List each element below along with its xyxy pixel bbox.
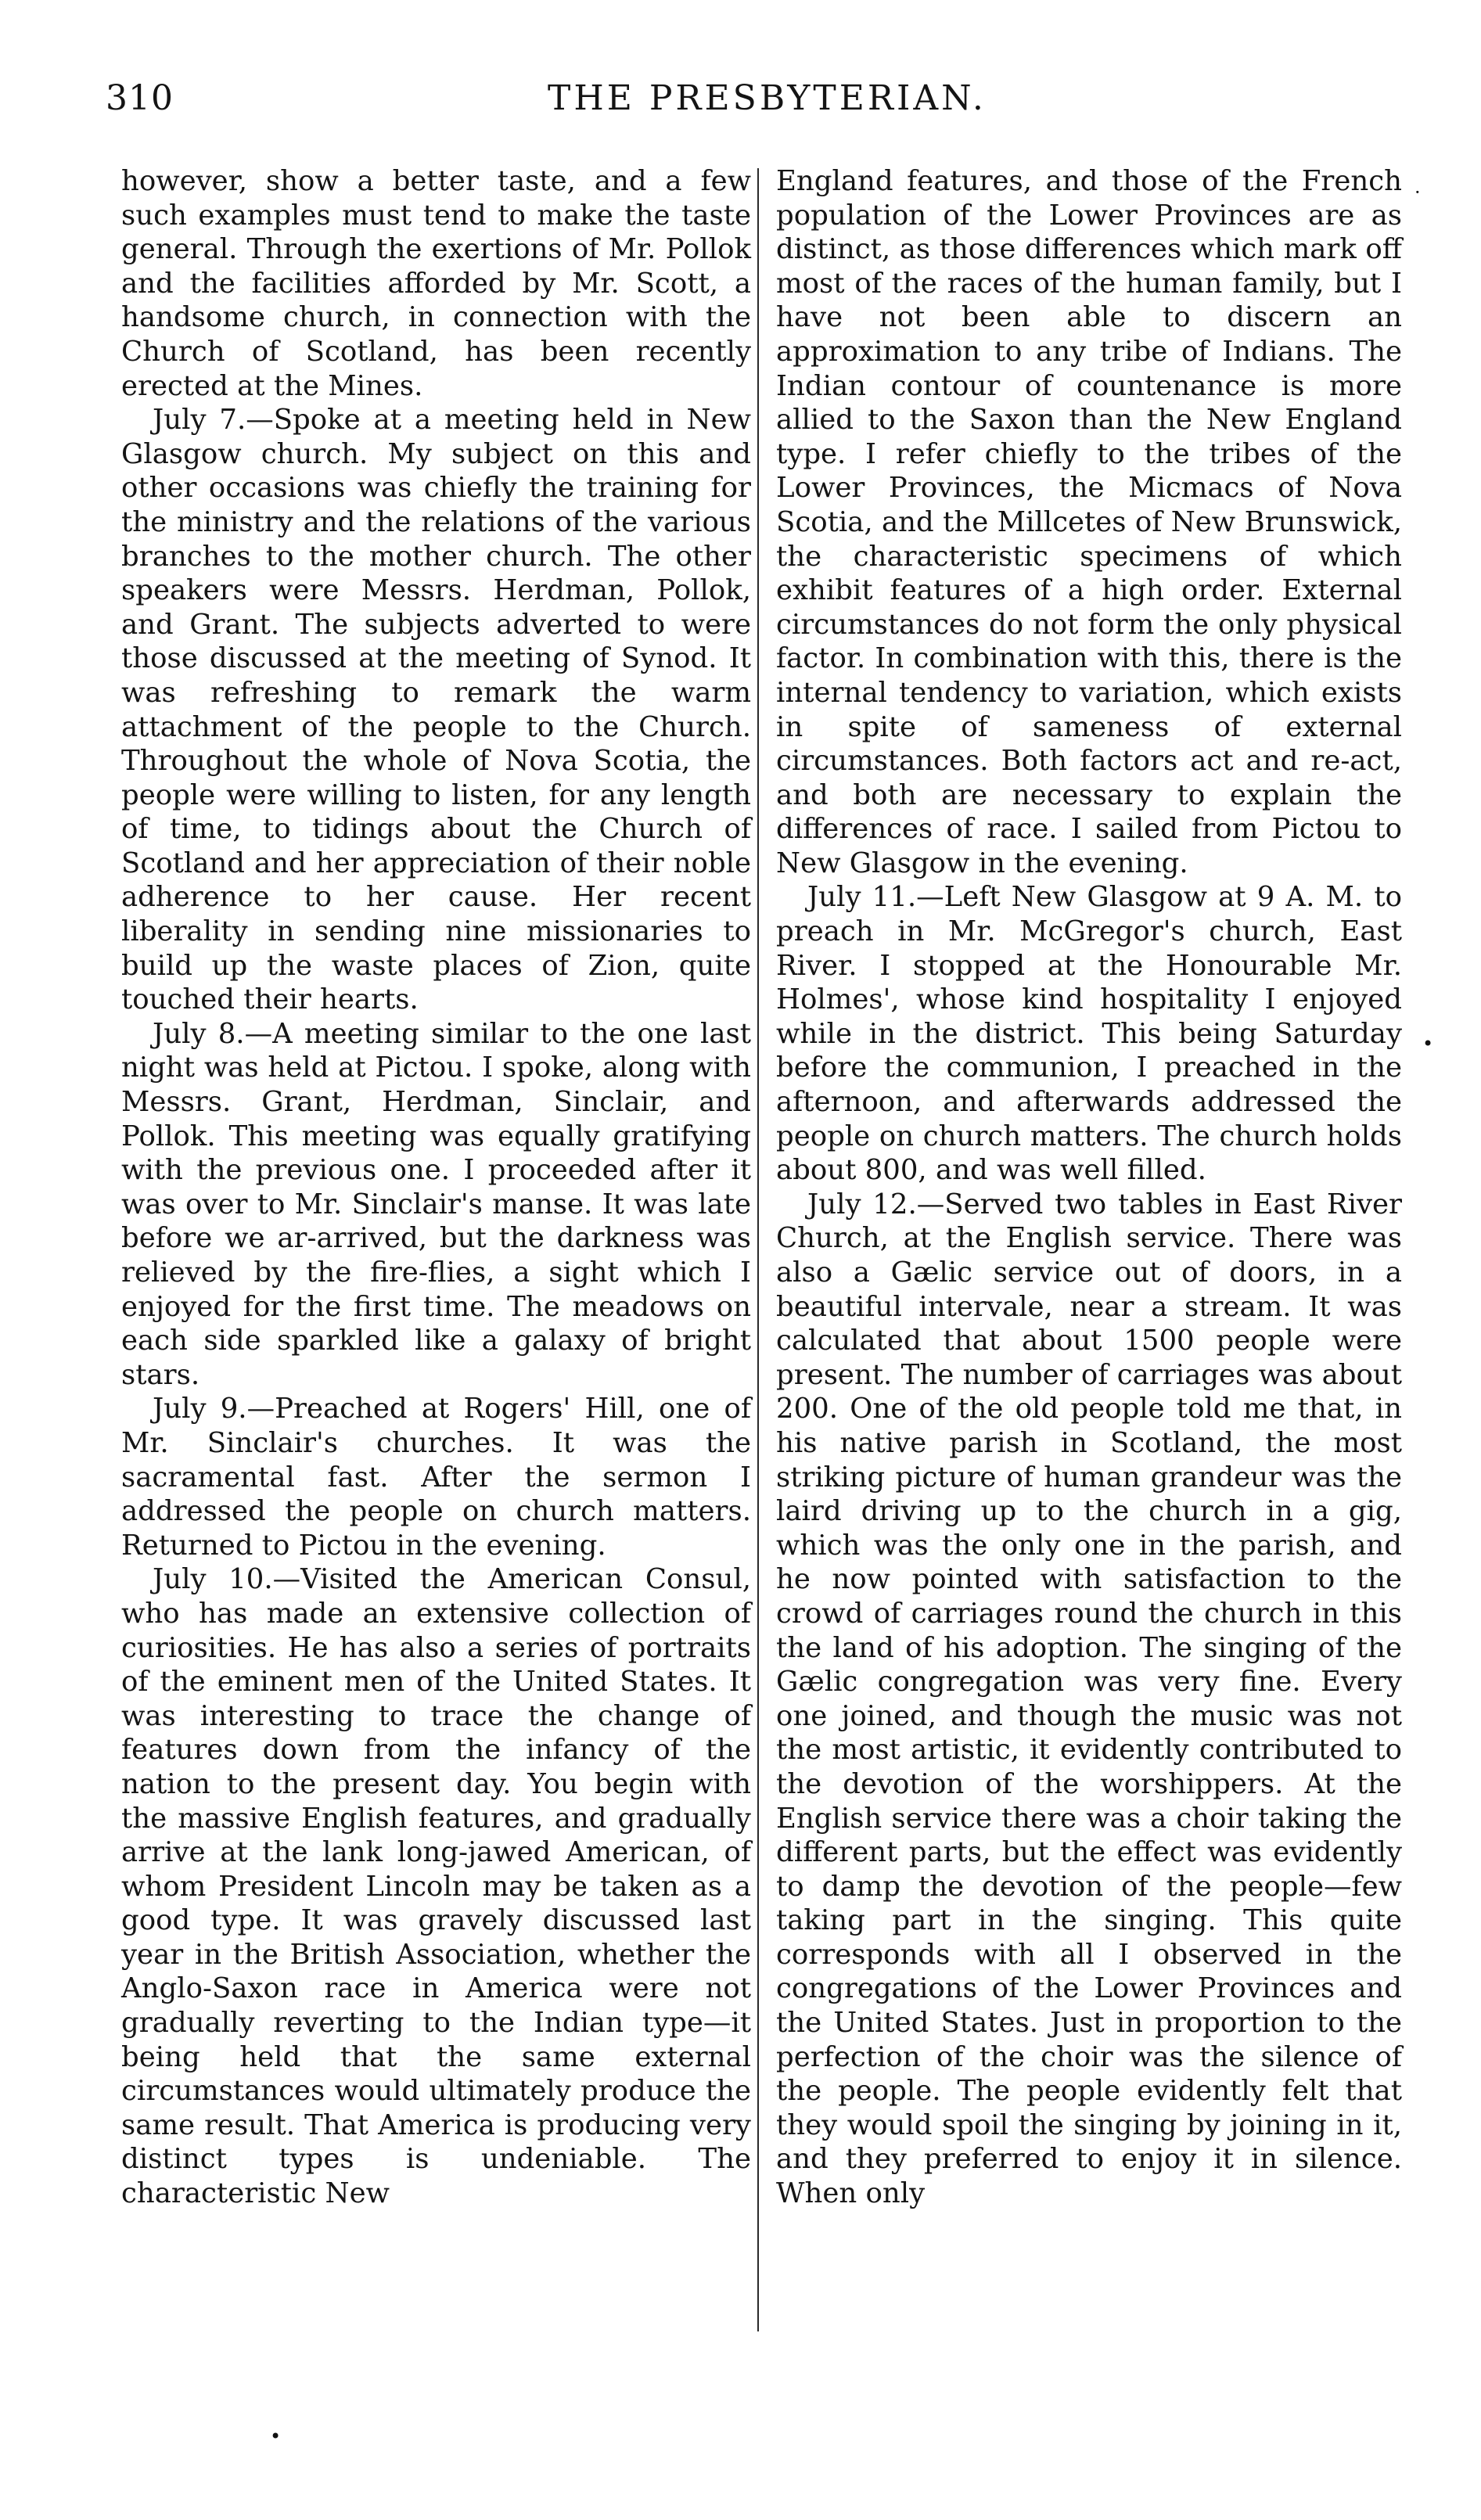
left-column bbox=[121, 164, 751, 2211]
left-paragraph-1: however, show a better taste, and a few such examples must tend to make the taste general. Through the exertions of Mr. Pollok and the facilities afforded by Mr. Scott, a handsome church, in connection with the Church of Scotland, has been recently erected at the Mines. bbox=[121, 165, 751, 402]
column-divider bbox=[757, 168, 759, 2331]
print-speck: • bbox=[270, 2425, 282, 2447]
left-paragraph-july-9: July 9.—Preached at Rogers' Hill, one of Mr. Sinclair's churches. It was the sacramental fast. After the sermon I addressed the people on church matters. Returned to Pictou in the evening. bbox=[121, 1393, 751, 1562]
running-title: THE PRESBYTERIAN. bbox=[548, 78, 987, 118]
print-speck: · bbox=[1414, 182, 1421, 203]
right-column bbox=[776, 164, 1402, 2211]
left-paragraph-july-7: July 7.—Spoke at a meeting held in New Glasgow church. My subject on this and other occasions was chiefly the training for the ministry and the relations of the various branches to the mother church. The other speakers were Messrs. Herdman, Pollok, and Grant. The subjects adverted to were those discussed at the meeting of Synod. It was refreshing to remark the warm attachment of the people to the Church. Throughout the whole of Nova Scotia, the people were willing to listen, for any length of time, to tidings about the Church of Scotland and her appreciation of their noble adherence to her cause. Her recent liberality in sending nine missionaries to build up the waste places of Zion, quite touched their hearts. bbox=[121, 404, 751, 1016]
print-speck: • bbox=[1422, 1033, 1434, 1055]
right-paragraph-july-12: July 12.—Served two tables in East River Church, at the English service. There was also a Gælic service out of doors, in a beautiful intervale, near a stream. It was calculated that about 1500 people were present. The number of carriages was about 200. One of the old people told me that, in his native parish in Scotland, the most striking picture of human grandeur was the laird driving up to the church in a gig, which was the only one in the parish, and he now pointed with satisfaction to the crowd of carriages round the church in this the land of his adoption. The singing of the Gælic congregation was very fine. Every one joined, and though the music was not the most artistic, it evidently contributed to the devotion of the worshippers. At the English service there was a choir taking the different parts, but the effect was evidently to damp the devotion of the people—few taking part in the singing. This quite corresponds with all I observed in the congregations of the Lower Provinces and the United States. Just in proportion to the perfection of the choir was the silence of the people. The people evidently felt that they would spoil the singing by joining in it, and they preferred to enjoy it in silence. When only bbox=[776, 1188, 1402, 2210]
right-paragraph-1: England features, and those of the French population of the Lower Provinces are as distinct, as those differences which mark off most of the races of the human family, but I have not been able to discern an approximation to any tribe of Indians. The Indian contour of countenance is more allied to the Saxon than the New England type. I refer chiefly to the tribes of the Lower Provinces, the Micmacs of Nova Scotia, and the Millcetes of New Brunswick, the characteristic specimens of which exhibit features of a high order. External circumstances do not form the only physical factor. In combination with this, there is the internal tendency to variation, which exists in spite of sameness of external circumstances. Both factors act and re-act, and both are necessary to explain the differences of race. I sailed from Pictou to New Glasgow in the evening. bbox=[776, 165, 1402, 879]
page-number: 310 bbox=[106, 78, 174, 118]
left-paragraph-july-8: July 8.—A meeting similar to the one last night was held at Pictou. I spoke, along with Messrs. Grant, Herdman, Sinclair, and Pollok. This meeting was equally gratifying with the previous one. I proceeded after it was over to Mr. Sinclair's manse. It was late before we ar-arrived, but the darkness was relieved by the fire-flies, a sight which I enjoyed for the first time. The meadows on each side sparkled like a galaxy of bright stars. bbox=[121, 1017, 751, 1391]
left-paragraph-july-10: July 10.—Visited the American Consul, who has made an extensive collection of curiosities. He has also a series of portraits of the eminent men of the United States. It was interesting to trace the change of features down from the infancy of the nation to the present day. You begin with the massive English features, and gradually arrive at the lank long-jawed American, of whom President Lincoln may be taken as a good type. It was gravely discussed last year in the British Association, whether the Anglo-Saxon race in America were not gradually reverting to the Indian type—it being held that the same external circumstances would ultimately produce the same result. That America is producing very distinct types is undeniable. The characteristic New bbox=[121, 1563, 751, 2210]
page-header bbox=[0, 78, 1481, 149]
right-paragraph-july-11: July 11.—Left New Glasgow at 9 A. M. to preach in Mr. McGregor's church, East River. I stopped at the Honourable Mr. Holmes', whose kind hospitality I enjoyed while in the district. This being Saturday before the communion, I preached in the afternoon, and afterwards addressed the people on church matters. The church holds about 800, and was well filled. bbox=[776, 881, 1402, 1187]
